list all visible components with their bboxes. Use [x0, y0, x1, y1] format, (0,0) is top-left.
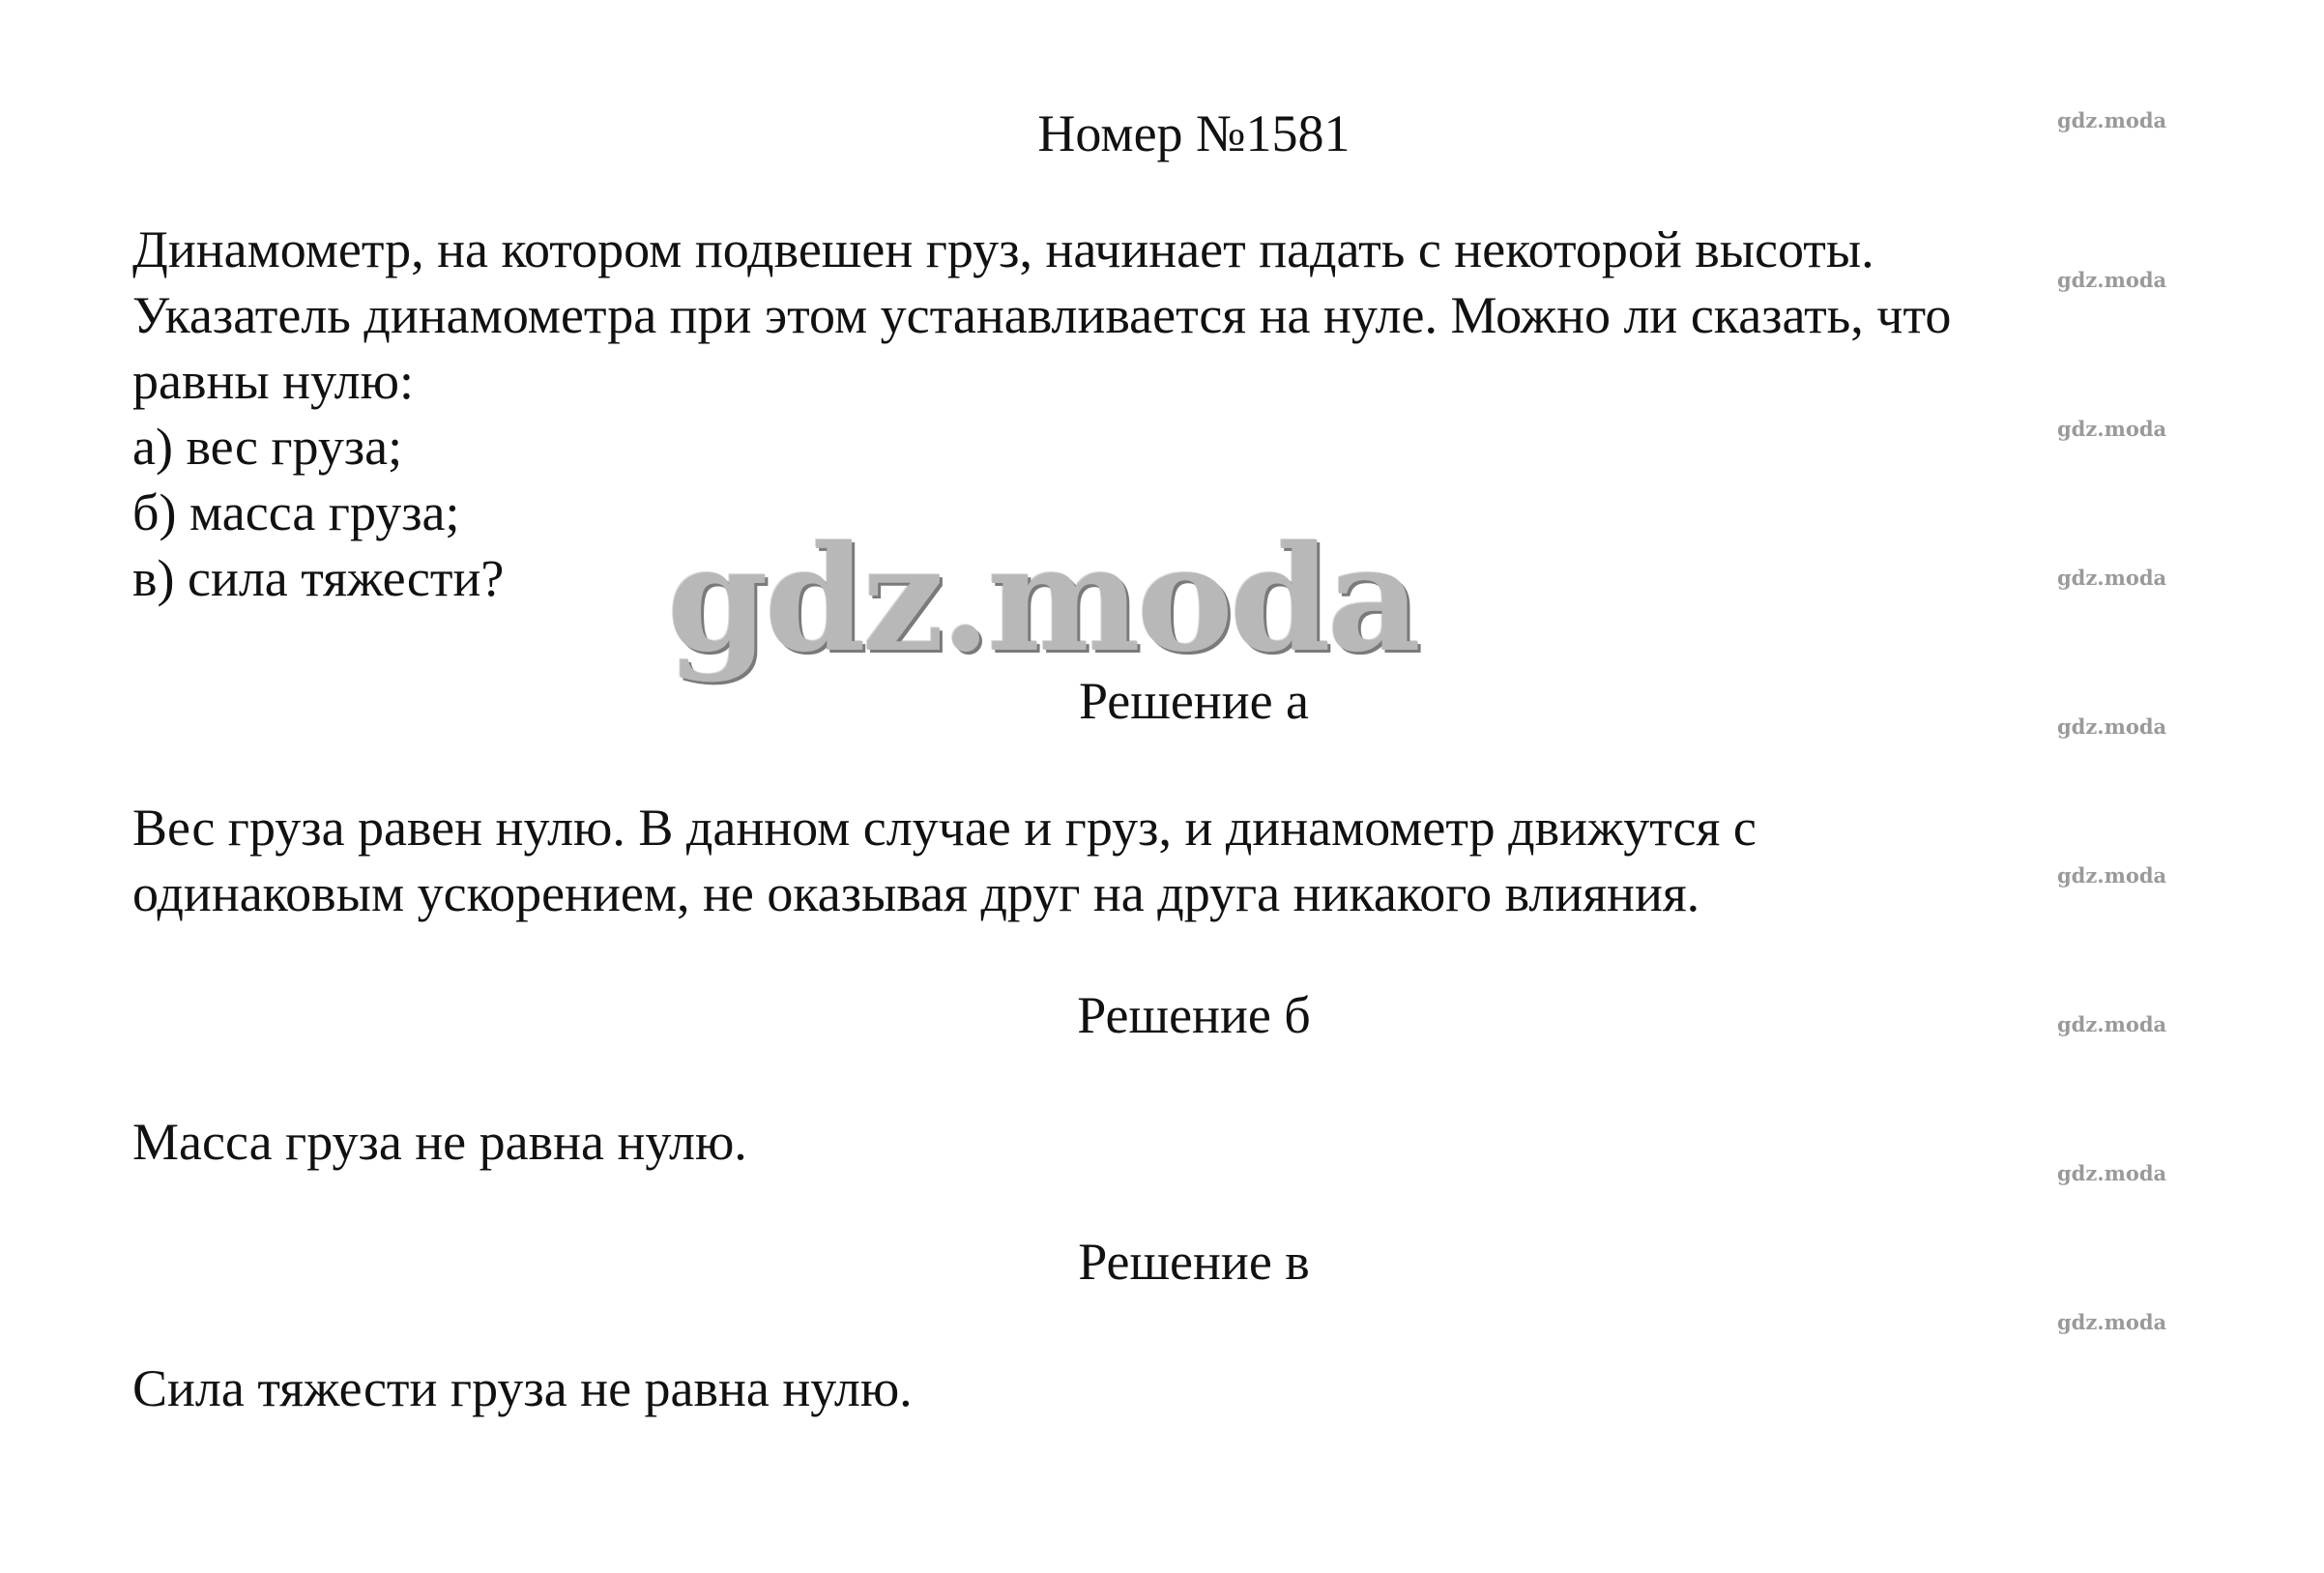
- solution-line: одинаковым ускорением, не оказывая друг на друга никакого влияния.: [132, 864, 1700, 922]
- solution-a-heading: Решение а: [1078, 672, 1310, 730]
- watermark-small: gdz.moda: [2057, 417, 2167, 441]
- watermark-small: gdz.moda: [2057, 268, 2167, 292]
- solution-c-heading: Решение в: [1078, 1233, 1310, 1291]
- solution-b-text: [132, 1109, 2211, 1175]
- solution-line: Вес груза равен нулю. В данном случае и груз, и динамометр движутся с: [132, 799, 1757, 857]
- problem-line: Указатель динамометра при этом устанавливается на нуле. Можно ли сказать, что: [132, 286, 1952, 344]
- watermark-small: gdz.moda: [2057, 1012, 2167, 1036]
- watermark-small: gdz.moda: [2057, 863, 2167, 888]
- problem-item-c: в) сила тяжести?: [132, 549, 505, 607]
- watermark-small: gdz.moda: [2057, 714, 2167, 739]
- solution-line: Сила тяжести груза не равна нулю.: [132, 1359, 913, 1417]
- solution-a-text: [132, 795, 2211, 926]
- watermark-logo: gdz.moda: [667, 514, 1418, 685]
- watermark-small: gdz.moda: [2057, 108, 2167, 132]
- solution-line: Масса груза не равна нулю.: [132, 1113, 747, 1171]
- problem-line: равны нулю:: [132, 352, 414, 410]
- watermark-small: gdz.moda: [2057, 1161, 2167, 1185]
- problem-item-b: б) масса груза;: [132, 483, 460, 541]
- problem-line: Динамометр, на котором подвешен груз, начинает падать с некоторой высоты.: [132, 220, 1874, 278]
- page-title: Номер №1581: [1037, 104, 1351, 162]
- solution-b-heading: Решение б: [1077, 986, 1311, 1044]
- watermark-small: gdz.moda: [2057, 566, 2167, 590]
- solution-c-text: [132, 1355, 2211, 1421]
- watermark-small: gdz.moda: [2057, 1310, 2167, 1334]
- problem-item-a: а) вес груза;: [132, 418, 403, 476]
